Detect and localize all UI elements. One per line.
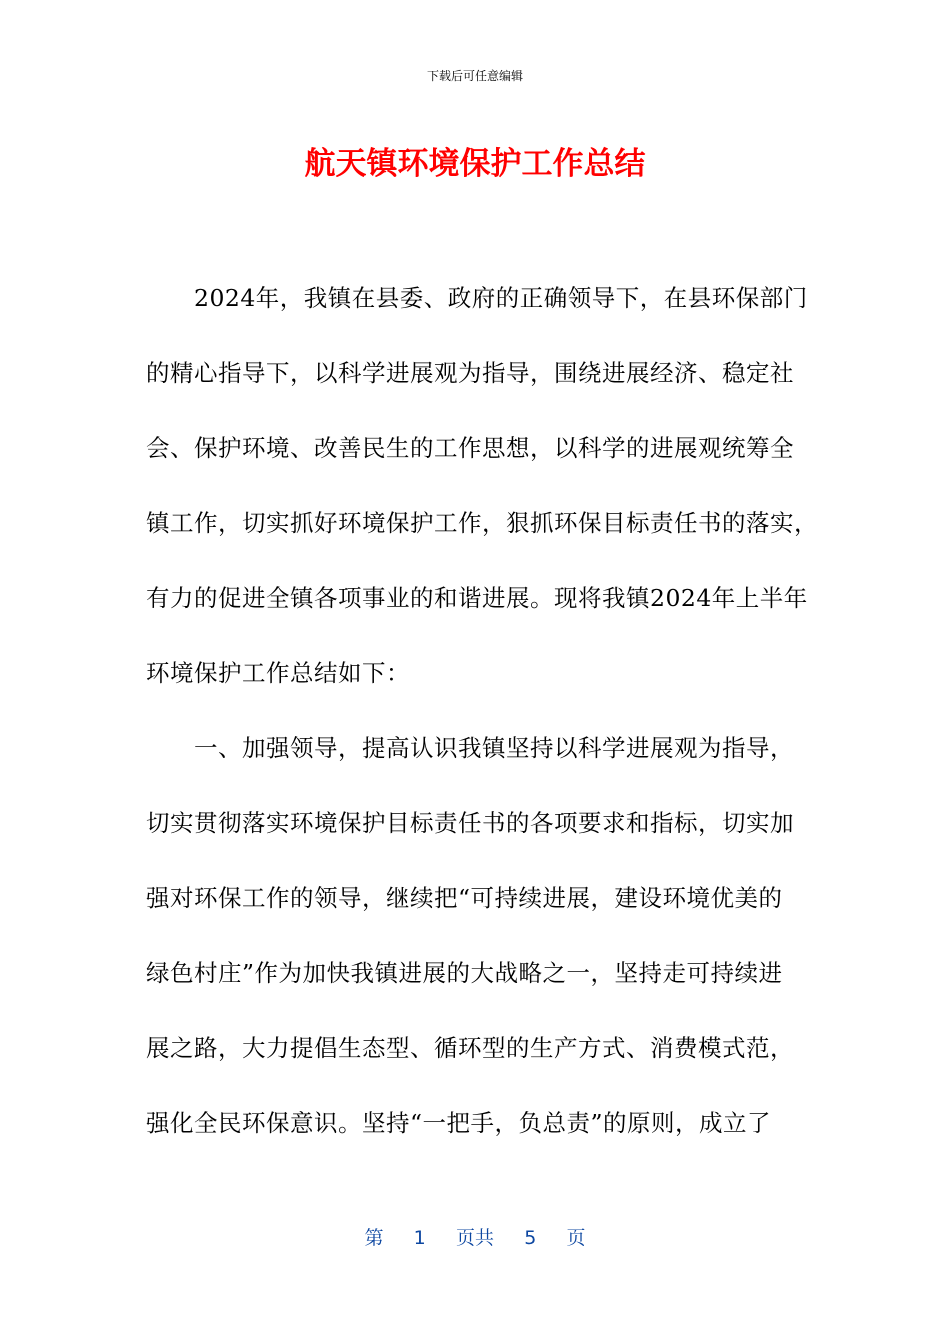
- footer-middle: 页共: [455, 1227, 494, 1249]
- body-line: 展之路，大力提倡生态型、循环型的生产方式、消费模式范，: [146, 1034, 794, 1062]
- document-title: 航天镇环境保护工作总结: [304, 146, 646, 182]
- header-note: 下载后可任意编辑: [426, 69, 523, 83]
- body-line: 强对环保工作的领导，继续把“可持续进展，建设环境优美的: [146, 884, 783, 912]
- footer-prefix: 第: [364, 1227, 384, 1249]
- body-line: 环境保护工作总结如下：: [146, 659, 410, 687]
- body-line: 会、保护环境、改善民生的工作思想，以科学的进展观统筹全: [146, 434, 794, 462]
- footer-total-pages: 5: [524, 1227, 537, 1249]
- body-line: 有力的促进全镇各项事业的和谐进展。现将我镇2024年上半年: [146, 584, 808, 612]
- footer-suffix: 页: [566, 1227, 586, 1249]
- page-footer: [0, 1225, 950, 1251]
- body-line: 一、加强领导，提高认识我镇坚持以科学进展观为指导，: [146, 734, 794, 762]
- document-body: [146, 280, 818, 1180]
- body-line: 绿色村庄”作为加快我镇进展的大战略之一，坚持走可持续进: [146, 959, 783, 987]
- body-line: 切实贯彻落实环境保护目标责任书的各项要求和指标，切实加: [146, 809, 794, 837]
- body-line: 强化全民环保意识。坚持“一把手，负总责”的原则，成立了: [146, 1109, 772, 1137]
- body-line: 2024年，我镇在县委、政府的正确领导下，在县环保部门: [146, 284, 808, 312]
- body-line: 镇工作，切实抓好环境保护工作，狠抓环保目标责任书的落实，: [146, 509, 818, 537]
- footer-page-number: 1: [413, 1227, 426, 1249]
- body-line: 的精心指导下，以科学进展观为指导，围绕进展经济、稳定社: [146, 359, 794, 387]
